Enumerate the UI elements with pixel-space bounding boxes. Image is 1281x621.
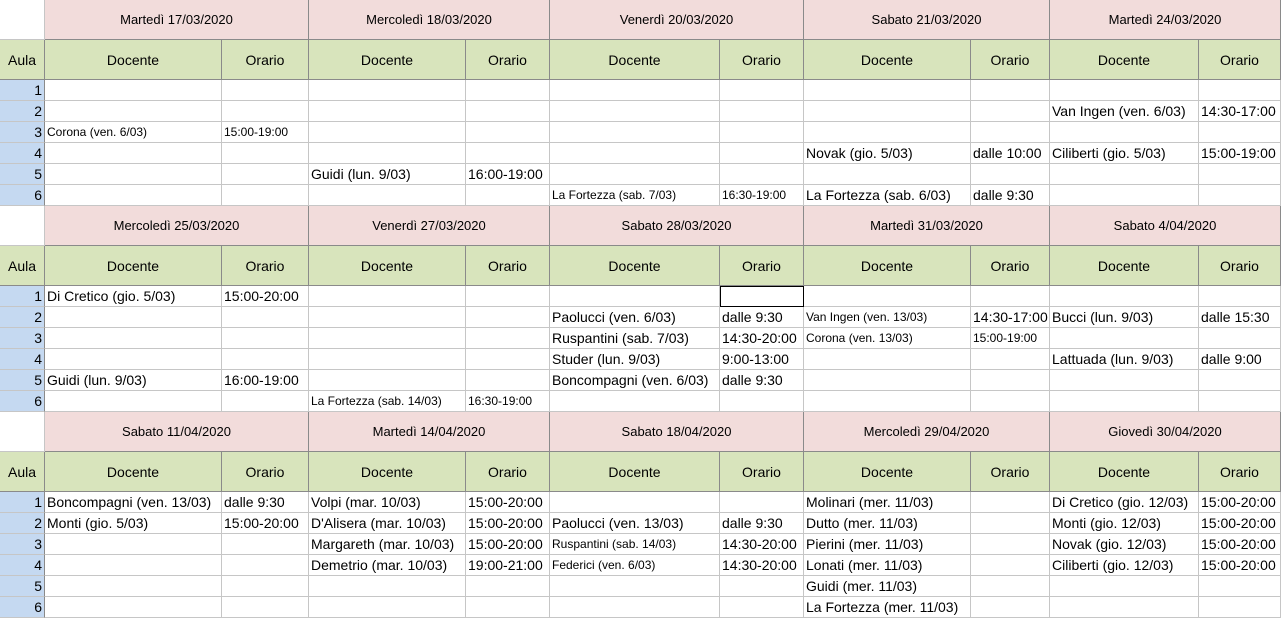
orario-header[interactable]: Orario — [971, 452, 1050, 492]
orario-cell[interactable] — [971, 101, 1050, 122]
docente-cell[interactable]: Ruspantini (sab. 7/03) — [550, 328, 720, 349]
docente-cell[interactable] — [309, 328, 466, 349]
date-header[interactable]: Martedì 24/03/2020 — [1050, 0, 1281, 40]
orario-cell[interactable]: 15:00-20:00 — [1199, 555, 1281, 576]
orario-cell[interactable] — [466, 328, 550, 349]
date-header[interactable]: Martedì 31/03/2020 — [804, 206, 1050, 246]
orario-cell[interactable]: 15:00-20:00 — [222, 513, 309, 534]
docente-cell[interactable] — [309, 143, 466, 164]
orario-cell[interactable] — [971, 164, 1050, 185]
orario-cell[interactable] — [720, 576, 804, 597]
docente-cell[interactable] — [309, 349, 466, 370]
orario-cell[interactable] — [466, 349, 550, 370]
docente-header[interactable]: Docente — [1050, 246, 1199, 286]
docente-cell[interactable] — [550, 143, 720, 164]
date-header[interactable]: Mercoledì 25/03/2020 — [45, 206, 309, 246]
docente-cell[interactable]: Guidi (lun. 9/03) — [45, 370, 222, 391]
docente-header[interactable]: Docente — [804, 246, 971, 286]
orario-cell[interactable] — [1199, 122, 1281, 143]
orario-cell[interactable]: 14:30-20:00 — [720, 328, 804, 349]
orario-cell[interactable] — [466, 143, 550, 164]
orario-cell[interactable]: dalle 9:30 — [720, 307, 804, 328]
docente-cell[interactable] — [1050, 80, 1199, 101]
docente-cell[interactable] — [804, 391, 971, 412]
aula-number[interactable]: 3 — [0, 534, 45, 555]
docente-cell[interactable] — [309, 597, 466, 618]
orario-cell[interactable] — [1199, 328, 1281, 349]
docente-cell[interactable] — [309, 80, 466, 101]
docente-cell[interactable]: Guidi (lun. 9/03) — [309, 164, 466, 185]
orario-cell[interactable] — [971, 534, 1050, 555]
docente-cell[interactable]: Federici (ven. 6/03) — [550, 555, 720, 576]
docente-cell[interactable] — [1050, 597, 1199, 618]
aula-number[interactable]: 4 — [0, 555, 45, 576]
orario-cell[interactable] — [720, 286, 804, 307]
orario-cell[interactable] — [971, 513, 1050, 534]
docente-cell[interactable]: Dutto (mer. 11/03) — [804, 513, 971, 534]
docente-cell[interactable]: Novak (gio. 12/03) — [1050, 534, 1199, 555]
docente-cell[interactable] — [45, 328, 222, 349]
aula-number[interactable]: 5 — [0, 164, 45, 185]
docente-cell[interactable]: Van Ingen (ven. 6/03) — [1050, 101, 1199, 122]
orario-cell[interactable]: dalle 9:30 — [720, 513, 804, 534]
orario-cell[interactable]: 15:00-20:00 — [222, 286, 309, 307]
docente-cell[interactable] — [550, 286, 720, 307]
docente-cell[interactable]: Guidi (mer. 11/03) — [804, 576, 971, 597]
aula-number[interactable]: 3 — [0, 122, 45, 143]
aula-number[interactable]: 5 — [0, 370, 45, 391]
orario-cell[interactable]: dalle 15:30 — [1199, 307, 1281, 328]
docente-header[interactable]: Docente — [45, 452, 222, 492]
orario-cell[interactable] — [1199, 286, 1281, 307]
docente-cell[interactable] — [550, 492, 720, 513]
aula-number[interactable]: 4 — [0, 349, 45, 370]
docente-cell[interactable] — [45, 576, 222, 597]
orario-cell[interactable] — [720, 122, 804, 143]
aula-number[interactable]: 3 — [0, 328, 45, 349]
aula-number[interactable]: 6 — [0, 597, 45, 618]
orario-cell[interactable] — [222, 143, 309, 164]
docente-cell[interactable]: Novak (gio. 5/03) — [804, 143, 971, 164]
orario-cell[interactable]: 9:00-13:00 — [720, 349, 804, 370]
orario-header[interactable]: Orario — [466, 246, 550, 286]
docente-cell[interactable]: Paolucci (ven. 13/03) — [550, 513, 720, 534]
aula-number[interactable]: 1 — [0, 286, 45, 307]
docente-cell[interactable] — [804, 122, 971, 143]
docente-cell[interactable] — [45, 391, 222, 412]
orario-cell[interactable]: dalle 10:00 — [971, 143, 1050, 164]
aula-number[interactable]: 6 — [0, 185, 45, 206]
orario-cell[interactable]: 15:00-20:00 — [466, 492, 550, 513]
docente-cell[interactable]: Molinari (mer. 11/03) — [804, 492, 971, 513]
orario-cell[interactable] — [222, 185, 309, 206]
orario-cell[interactable]: 15:00-20:00 — [1199, 534, 1281, 555]
orario-cell[interactable] — [222, 307, 309, 328]
docente-cell[interactable] — [1050, 164, 1199, 185]
orario-cell[interactable] — [222, 80, 309, 101]
docente-cell[interactable] — [804, 80, 971, 101]
docente-cell[interactable] — [309, 370, 466, 391]
orario-cell[interactable] — [971, 286, 1050, 307]
docente-cell[interactable]: La Fortezza (sab. 14/03) — [309, 391, 466, 412]
orario-cell[interactable]: 14:30-17:00 — [1199, 101, 1281, 122]
orario-cell[interactable]: 16:00-19:00 — [466, 164, 550, 185]
docente-cell[interactable] — [309, 101, 466, 122]
date-header[interactable]: Giovedì 30/04/2020 — [1050, 412, 1281, 452]
orario-cell[interactable] — [720, 143, 804, 164]
orario-cell[interactable] — [720, 492, 804, 513]
docente-cell[interactable]: Monti (gio. 12/03) — [1050, 513, 1199, 534]
docente-header[interactable]: Docente — [45, 40, 222, 80]
docente-cell[interactable] — [1050, 185, 1199, 206]
orario-cell[interactable] — [222, 576, 309, 597]
docente-cell[interactable]: Margareth (mar. 10/03) — [309, 534, 466, 555]
docente-header[interactable]: Docente — [550, 246, 720, 286]
orario-cell[interactable] — [971, 122, 1050, 143]
docente-cell[interactable] — [804, 164, 971, 185]
orario-cell[interactable] — [720, 164, 804, 185]
aula-header[interactable]: Aula — [0, 246, 45, 286]
docente-cell[interactable]: Di Cretico (gio. 12/03) — [1050, 492, 1199, 513]
date-header[interactable]: Mercoledì 29/04/2020 — [804, 412, 1050, 452]
docente-cell[interactable] — [550, 80, 720, 101]
orario-cell[interactable] — [466, 80, 550, 101]
docente-cell[interactable] — [1050, 328, 1199, 349]
orario-header[interactable]: Orario — [1199, 246, 1281, 286]
date-header[interactable]: Sabato 11/04/2020 — [45, 412, 309, 452]
docente-cell[interactable]: Volpi (mar. 10/03) — [309, 492, 466, 513]
docente-cell[interactable] — [309, 122, 466, 143]
orario-cell[interactable]: 14:30-20:00 — [720, 534, 804, 555]
orario-header[interactable]: Orario — [466, 452, 550, 492]
docente-cell[interactable] — [1050, 122, 1199, 143]
orario-cell[interactable]: 14:30-20:00 — [720, 555, 804, 576]
orario-cell[interactable] — [222, 328, 309, 349]
docente-cell[interactable] — [804, 370, 971, 391]
date-header[interactable]: Sabato 18/04/2020 — [550, 412, 804, 452]
aula-number[interactable]: 5 — [0, 576, 45, 597]
docente-header[interactable]: Docente — [1050, 40, 1199, 80]
orario-cell[interactable] — [720, 101, 804, 122]
orario-cell[interactable]: dalle 9:30 — [222, 492, 309, 513]
corner-cell[interactable] — [0, 412, 45, 452]
docente-header[interactable]: Docente — [309, 40, 466, 80]
orario-cell[interactable] — [466, 185, 550, 206]
corner-cell[interactable] — [0, 0, 45, 40]
docente-cell[interactable] — [309, 576, 466, 597]
docente-cell[interactable]: Van Ingen (ven. 13/03) — [804, 307, 971, 328]
date-header[interactable]: Sabato 28/03/2020 — [550, 206, 804, 246]
orario-cell[interactable] — [971, 80, 1050, 101]
docente-cell[interactable]: Di Cretico (gio. 5/03) — [45, 286, 222, 307]
docente-cell[interactable] — [1050, 576, 1199, 597]
orario-cell[interactable] — [1199, 370, 1281, 391]
orario-cell[interactable]: 15:00-20:00 — [1199, 492, 1281, 513]
orario-cell[interactable]: dalle 9:30 — [720, 370, 804, 391]
orario-cell[interactable]: 16:30-19:00 — [466, 391, 550, 412]
orario-header[interactable]: Orario — [222, 40, 309, 80]
orario-cell[interactable] — [1199, 391, 1281, 412]
orario-cell[interactable] — [466, 307, 550, 328]
docente-header[interactable]: Docente — [550, 452, 720, 492]
orario-cell[interactable] — [1199, 597, 1281, 618]
date-header[interactable]: Sabato 21/03/2020 — [804, 0, 1050, 40]
orario-cell[interactable]: 19:00-21:00 — [466, 555, 550, 576]
docente-cell[interactable]: La Fortezza (sab. 7/03) — [550, 185, 720, 206]
date-header[interactable]: Sabato 4/04/2020 — [1050, 206, 1281, 246]
docente-header[interactable]: Docente — [804, 452, 971, 492]
orario-cell[interactable] — [466, 101, 550, 122]
docente-cell[interactable]: Studer (lun. 9/03) — [550, 349, 720, 370]
docente-header[interactable]: Docente — [1050, 452, 1199, 492]
orario-cell[interactable]: 15:00-19:00 — [1199, 143, 1281, 164]
orario-cell[interactable] — [971, 370, 1050, 391]
orario-cell[interactable] — [222, 534, 309, 555]
docente-cell[interactable] — [804, 349, 971, 370]
docente-cell[interactable]: Demetrio (mar. 10/03) — [309, 555, 466, 576]
docente-cell[interactable] — [45, 185, 222, 206]
aula-number[interactable]: 6 — [0, 391, 45, 412]
docente-cell[interactable]: Boncompagni (ven. 13/03) — [45, 492, 222, 513]
docente-cell[interactable]: Boncompagni (ven. 6/03) — [550, 370, 720, 391]
orario-header[interactable]: Orario — [720, 40, 804, 80]
docente-cell[interactable] — [550, 164, 720, 185]
orario-cell[interactable] — [222, 349, 309, 370]
docente-cell[interactable] — [309, 286, 466, 307]
docente-cell[interactable]: Paolucci (ven. 6/03) — [550, 307, 720, 328]
docente-cell[interactable] — [45, 597, 222, 618]
docente-cell[interactable] — [45, 349, 222, 370]
orario-cell[interactable]: 15:00-20:00 — [1199, 513, 1281, 534]
orario-cell[interactable] — [971, 576, 1050, 597]
docente-cell[interactable]: Pierini (mer. 11/03) — [804, 534, 971, 555]
orario-header[interactable]: Orario — [466, 40, 550, 80]
docente-header[interactable]: Docente — [550, 40, 720, 80]
aula-header[interactable]: Aula — [0, 40, 45, 80]
docente-cell[interactable] — [550, 101, 720, 122]
date-header[interactable]: Venerdì 20/03/2020 — [550, 0, 804, 40]
docente-cell[interactable] — [45, 143, 222, 164]
docente-cell[interactable] — [45, 534, 222, 555]
docente-cell[interactable]: La Fortezza (sab. 6/03) — [804, 185, 971, 206]
docente-cell[interactable] — [804, 101, 971, 122]
orario-cell[interactable] — [222, 391, 309, 412]
aula-header[interactable]: Aula — [0, 452, 45, 492]
orario-cell[interactable] — [222, 164, 309, 185]
orario-cell[interactable]: 16:30-19:00 — [720, 185, 804, 206]
orario-cell[interactable]: 15:00-19:00 — [971, 328, 1050, 349]
aula-number[interactable]: 1 — [0, 80, 45, 101]
docente-cell[interactable] — [1050, 370, 1199, 391]
orario-cell[interactable] — [1199, 185, 1281, 206]
docente-cell[interactable] — [1050, 286, 1199, 307]
orario-cell[interactable] — [466, 597, 550, 618]
docente-cell[interactable]: Bucci (lun. 9/03) — [1050, 307, 1199, 328]
aula-number[interactable]: 2 — [0, 307, 45, 328]
orario-header[interactable]: Orario — [720, 246, 804, 286]
docente-cell[interactable] — [309, 185, 466, 206]
orario-cell[interactable] — [720, 80, 804, 101]
docente-cell[interactable]: Monti (gio. 5/03) — [45, 513, 222, 534]
docente-cell[interactable] — [309, 307, 466, 328]
orario-header[interactable]: Orario — [720, 452, 804, 492]
docente-cell[interactable]: Lattuada (lun. 9/03) — [1050, 349, 1199, 370]
docente-header[interactable]: Docente — [45, 246, 222, 286]
docente-cell[interactable] — [550, 597, 720, 618]
orario-cell[interactable]: dalle 9:30 — [971, 185, 1050, 206]
date-header[interactable]: Martedì 14/04/2020 — [309, 412, 550, 452]
docente-cell[interactable]: La Fortezza (mer. 11/03) — [804, 597, 971, 618]
orario-cell[interactable] — [222, 597, 309, 618]
orario-cell[interactable] — [466, 286, 550, 307]
orario-cell[interactable] — [971, 492, 1050, 513]
docente-cell[interactable] — [45, 555, 222, 576]
orario-cell[interactable] — [1199, 80, 1281, 101]
orario-cell[interactable] — [971, 555, 1050, 576]
orario-cell[interactable] — [971, 349, 1050, 370]
docente-cell[interactable] — [804, 286, 971, 307]
corner-cell[interactable] — [0, 206, 45, 246]
orario-cell[interactable]: 14:30-17:00 — [971, 307, 1050, 328]
orario-cell[interactable]: 16:00-19:00 — [222, 370, 309, 391]
docente-cell[interactable]: D'Alisera (mar. 10/03) — [309, 513, 466, 534]
aula-number[interactable]: 1 — [0, 492, 45, 513]
docente-header[interactable]: Docente — [309, 452, 466, 492]
orario-cell[interactable] — [720, 597, 804, 618]
orario-cell[interactable]: 15:00-20:00 — [466, 513, 550, 534]
orario-cell[interactable]: 15:00-20:00 — [466, 534, 550, 555]
aula-number[interactable]: 2 — [0, 513, 45, 534]
docente-header[interactable]: Docente — [804, 40, 971, 80]
docente-cell[interactable]: Corona (ven. 13/03) — [804, 328, 971, 349]
orario-header[interactable]: Orario — [1199, 40, 1281, 80]
orario-cell[interactable] — [971, 391, 1050, 412]
orario-cell[interactable]: 15:00-19:00 — [222, 122, 309, 143]
orario-header[interactable]: Orario — [222, 246, 309, 286]
docente-cell[interactable] — [550, 391, 720, 412]
aula-number[interactable]: 4 — [0, 143, 45, 164]
orario-cell[interactable] — [222, 101, 309, 122]
orario-cell[interactable] — [1199, 576, 1281, 597]
orario-cell[interactable] — [466, 122, 550, 143]
docente-cell[interactable] — [45, 164, 222, 185]
orario-cell[interactable] — [466, 576, 550, 597]
docente-cell[interactable] — [1050, 391, 1199, 412]
docente-cell[interactable] — [45, 307, 222, 328]
orario-header[interactable]: Orario — [1199, 452, 1281, 492]
docente-cell[interactable] — [550, 122, 720, 143]
date-header[interactable]: Martedì 17/03/2020 — [45, 0, 309, 40]
docente-cell[interactable]: Ciliberti (gio. 12/03) — [1050, 555, 1199, 576]
orario-header[interactable]: Orario — [971, 246, 1050, 286]
orario-header[interactable]: Orario — [971, 40, 1050, 80]
date-header[interactable]: Venerdì 27/03/2020 — [309, 206, 550, 246]
orario-cell[interactable] — [466, 370, 550, 391]
orario-cell[interactable] — [971, 597, 1050, 618]
orario-header[interactable]: Orario — [222, 452, 309, 492]
aula-number[interactable]: 2 — [0, 101, 45, 122]
docente-header[interactable]: Docente — [309, 246, 466, 286]
date-header[interactable]: Mercoledì 18/03/2020 — [309, 0, 550, 40]
docente-cell[interactable] — [550, 576, 720, 597]
docente-cell[interactable] — [45, 80, 222, 101]
docente-cell[interactable]: Ruspantini (sab. 14/03) — [550, 534, 720, 555]
orario-cell[interactable] — [222, 555, 309, 576]
docente-cell[interactable]: Corona (ven. 6/03) — [45, 122, 222, 143]
docente-cell[interactable]: Ciliberti (gio. 5/03) — [1050, 143, 1199, 164]
orario-cell[interactable] — [720, 391, 804, 412]
docente-cell[interactable] — [45, 101, 222, 122]
orario-cell[interactable] — [1199, 164, 1281, 185]
orario-cell[interactable]: dalle 9:00 — [1199, 349, 1281, 370]
docente-cell[interactable]: Lonati (mer. 11/03) — [804, 555, 971, 576]
